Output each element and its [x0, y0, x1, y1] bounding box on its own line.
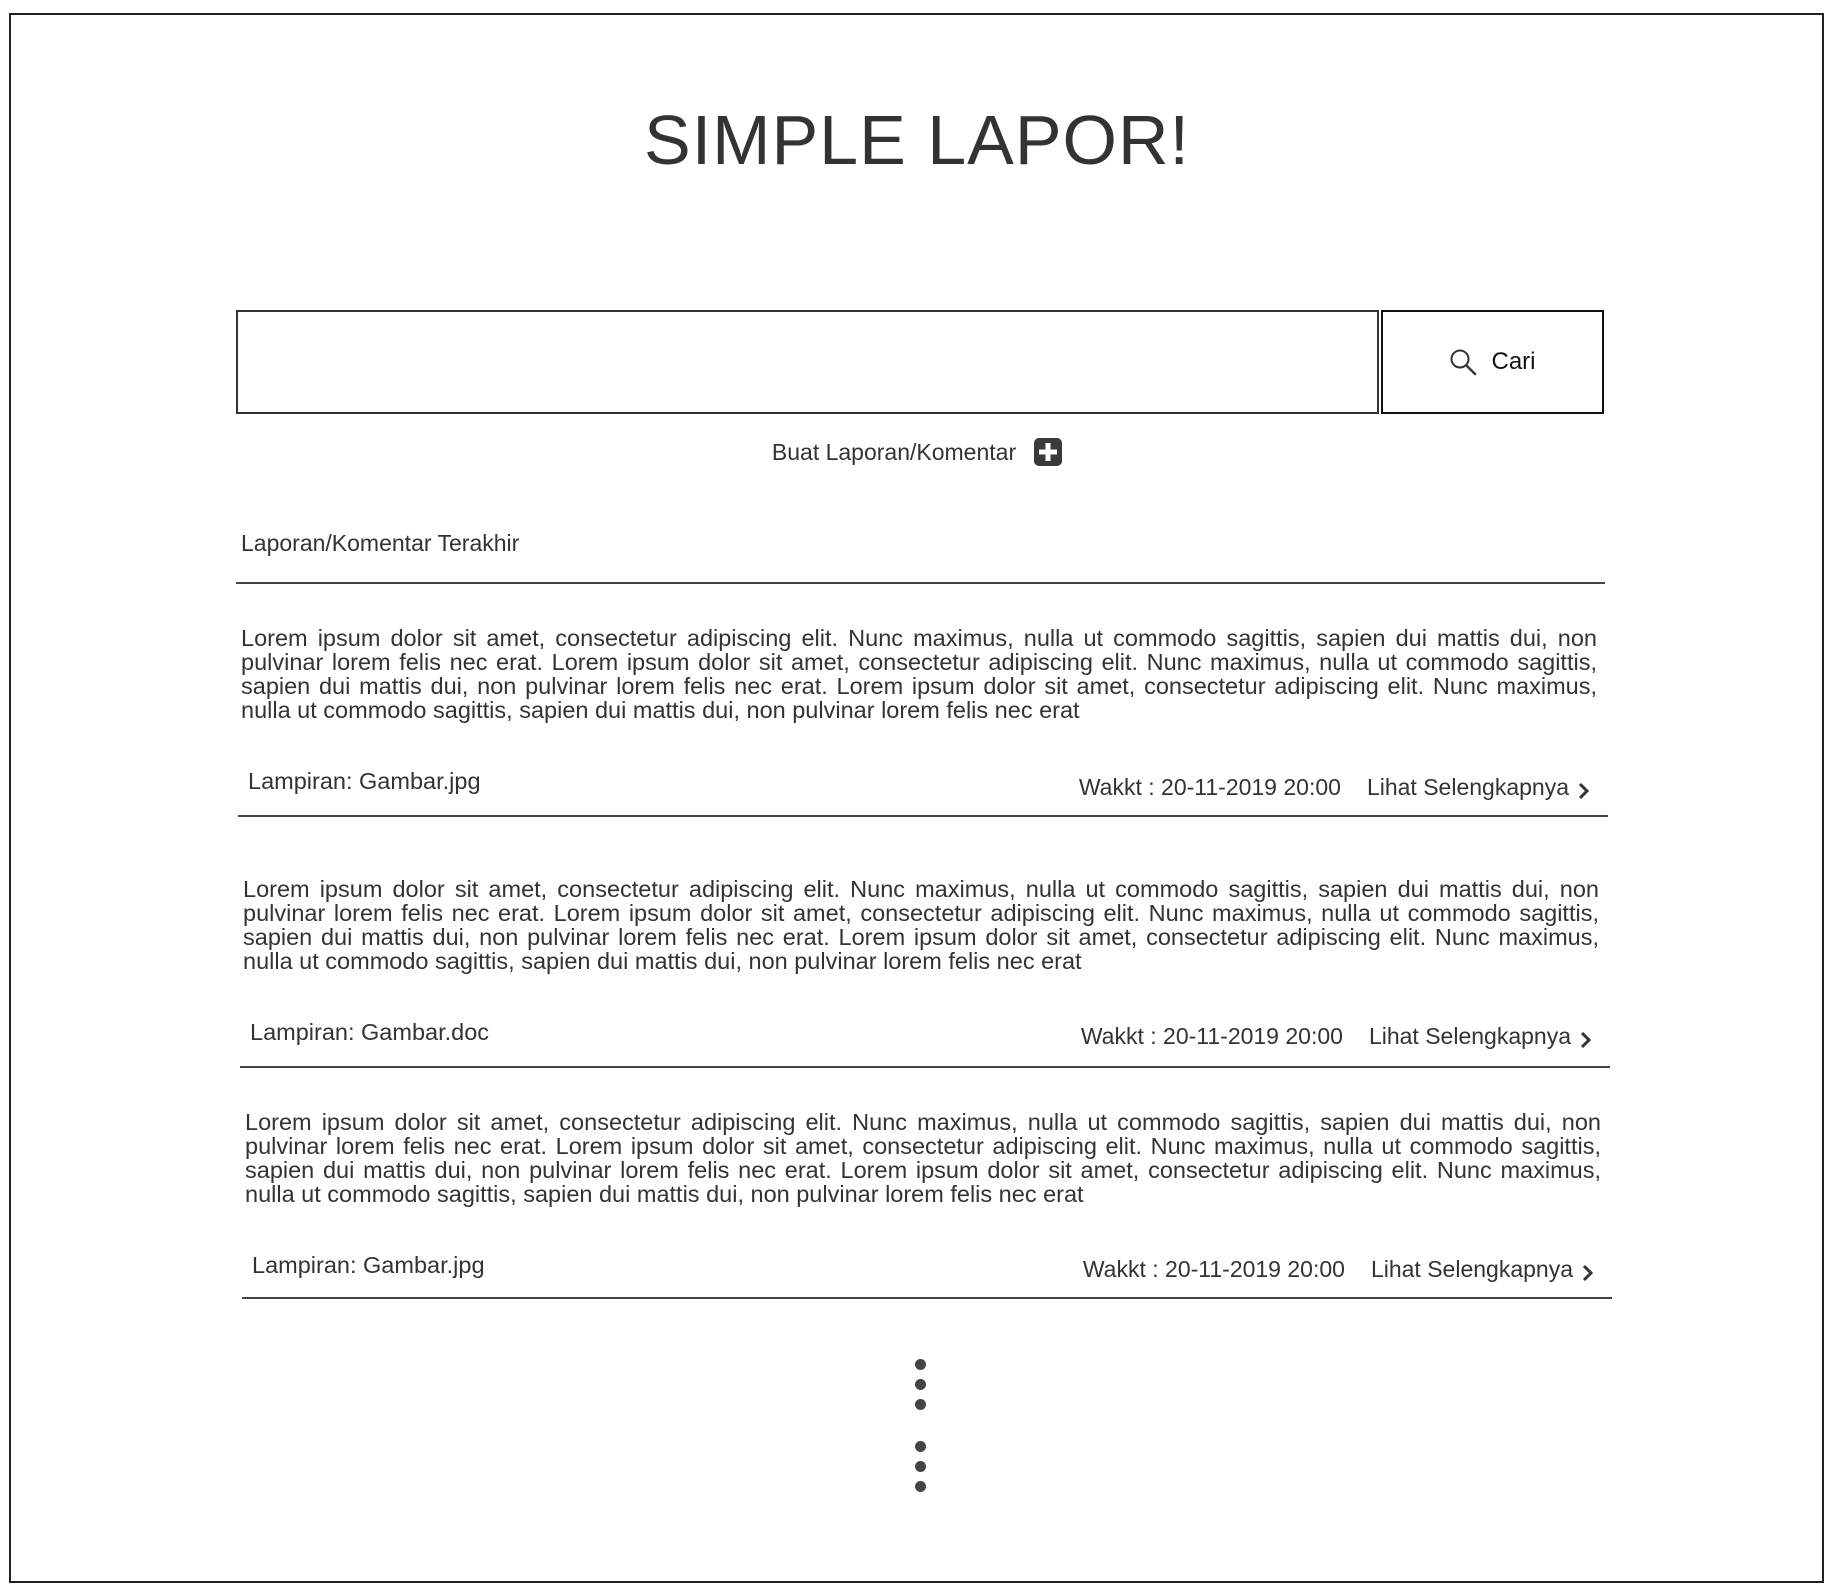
plus-square-icon[interactable] [1034, 438, 1062, 466]
entry-divider [240, 1066, 1610, 1068]
report-meta [1083, 1256, 1595, 1283]
section-divider [236, 582, 1605, 584]
search-input[interactable] [236, 310, 1379, 414]
dot [915, 1441, 926, 1452]
see-more-label: Lihat Selengkapnya [1366, 774, 1569, 800]
see-more-link[interactable] [1369, 1023, 1593, 1050]
see-more-label: Lihat Selengkapnya [1370, 1256, 1573, 1282]
entry-divider [238, 815, 1608, 817]
report-text: Lorem ipsum dolor sit amet, consectetur adipiscing elit. Nunc maximus, nulla ut commodo sagittis, sapien dui mattis dui, non pulvinar lorem felis nec erat. Lorem ipsum dolor sit amet, consectetur adipiscing elit. Nunc maximus, nulla ut commodo sagittis, sapien dui mattis dui, non pulvinar lorem felis nec erat. Lorem ipsum dolor sit amet, consectetur adipiscing elit. Nunc maximus, nulla ut commodo sagittis, sapien dui mattis dui, non pulvinar lorem felis nec erat [243, 876, 1599, 974]
report-entry [238, 877, 1608, 1067]
dot [915, 1461, 926, 1472]
search-button[interactable] [1381, 310, 1604, 414]
section-title: Laporan/Komentar Terakhir [241, 530, 520, 556]
attachment-label: Lampiran: Gambar.doc [250, 1019, 490, 1045]
vertical-ellipsis-icon[interactable] [912, 1359, 928, 1419]
report-time: Wakkt : 20-11-2019 20:00 [1078, 774, 1341, 800]
report-entry [240, 1110, 1610, 1300]
report-meta [1081, 1023, 1593, 1050]
vertical-ellipsis-icon[interactable] [912, 1441, 928, 1501]
dot [915, 1481, 926, 1492]
dot [915, 1399, 926, 1410]
dot [915, 1379, 926, 1390]
chevron-right-icon [1581, 1261, 1595, 1279]
search-icon [1449, 348, 1477, 376]
search-button-label: Cari [1491, 348, 1536, 375]
page-title: SIMPLE LAPOR! [644, 101, 1190, 179]
report-text: Lorem ipsum dolor sit amet, consectetur adipiscing elit. Nunc maximus, nulla ut commodo sagittis, sapien dui mattis dui, non pulvinar lorem felis nec erat. Lorem ipsum dolor sit amet, consectetur adipiscing elit. Nunc maximus, nulla ut commodo sagittis, sapien dui mattis dui, non pulvinar lorem felis nec erat. Lorem ipsum dolor sit amet, consectetur adipiscing elit. Nunc maximus, nulla ut commodo sagittis, sapien dui mattis dui, non pulvinar lorem felis nec erat [245, 1109, 1601, 1207]
attachment-label: Lampiran: Gambar.jpg [248, 768, 481, 794]
attachment-label: Lampiran: Gambar.jpg [252, 1252, 485, 1278]
report-time: Wakkt : 20-11-2019 20:00 [1082, 1256, 1345, 1282]
report-text: Lorem ipsum dolor sit amet, consectetur adipiscing elit. Nunc maximus, nulla ut commodo sagittis, sapien dui mattis dui, non pulvinar lorem felis nec erat. Lorem ipsum dolor sit amet, consectetur adipiscing elit. Nunc maximus, nulla ut commodo sagittis, sapien dui mattis dui, non pulvinar lorem felis nec erat. Lorem ipsum dolor sit amet, consectetur adipiscing elit. Nunc maximus, nulla ut commodo sagittis, sapien dui mattis dui, non pulvinar lorem felis nec erat [241, 625, 1597, 723]
report-meta [1079, 774, 1591, 801]
report-time: Wakkt : 20-11-2019 20:00 [1080, 1023, 1343, 1049]
see-more-link[interactable] [1367, 774, 1591, 801]
create-report-row [0, 438, 1834, 466]
report-entry [236, 626, 1606, 816]
create-report-link[interactable]: Buat Laporan/Komentar [771, 438, 1017, 465]
chevron-right-icon [1579, 1028, 1593, 1046]
see-more-link[interactable] [1371, 1256, 1595, 1283]
dot [915, 1359, 926, 1370]
see-more-label: Lihat Selengkapnya [1368, 1023, 1571, 1049]
entry-divider [242, 1297, 1612, 1299]
chevron-right-icon [1577, 779, 1591, 797]
